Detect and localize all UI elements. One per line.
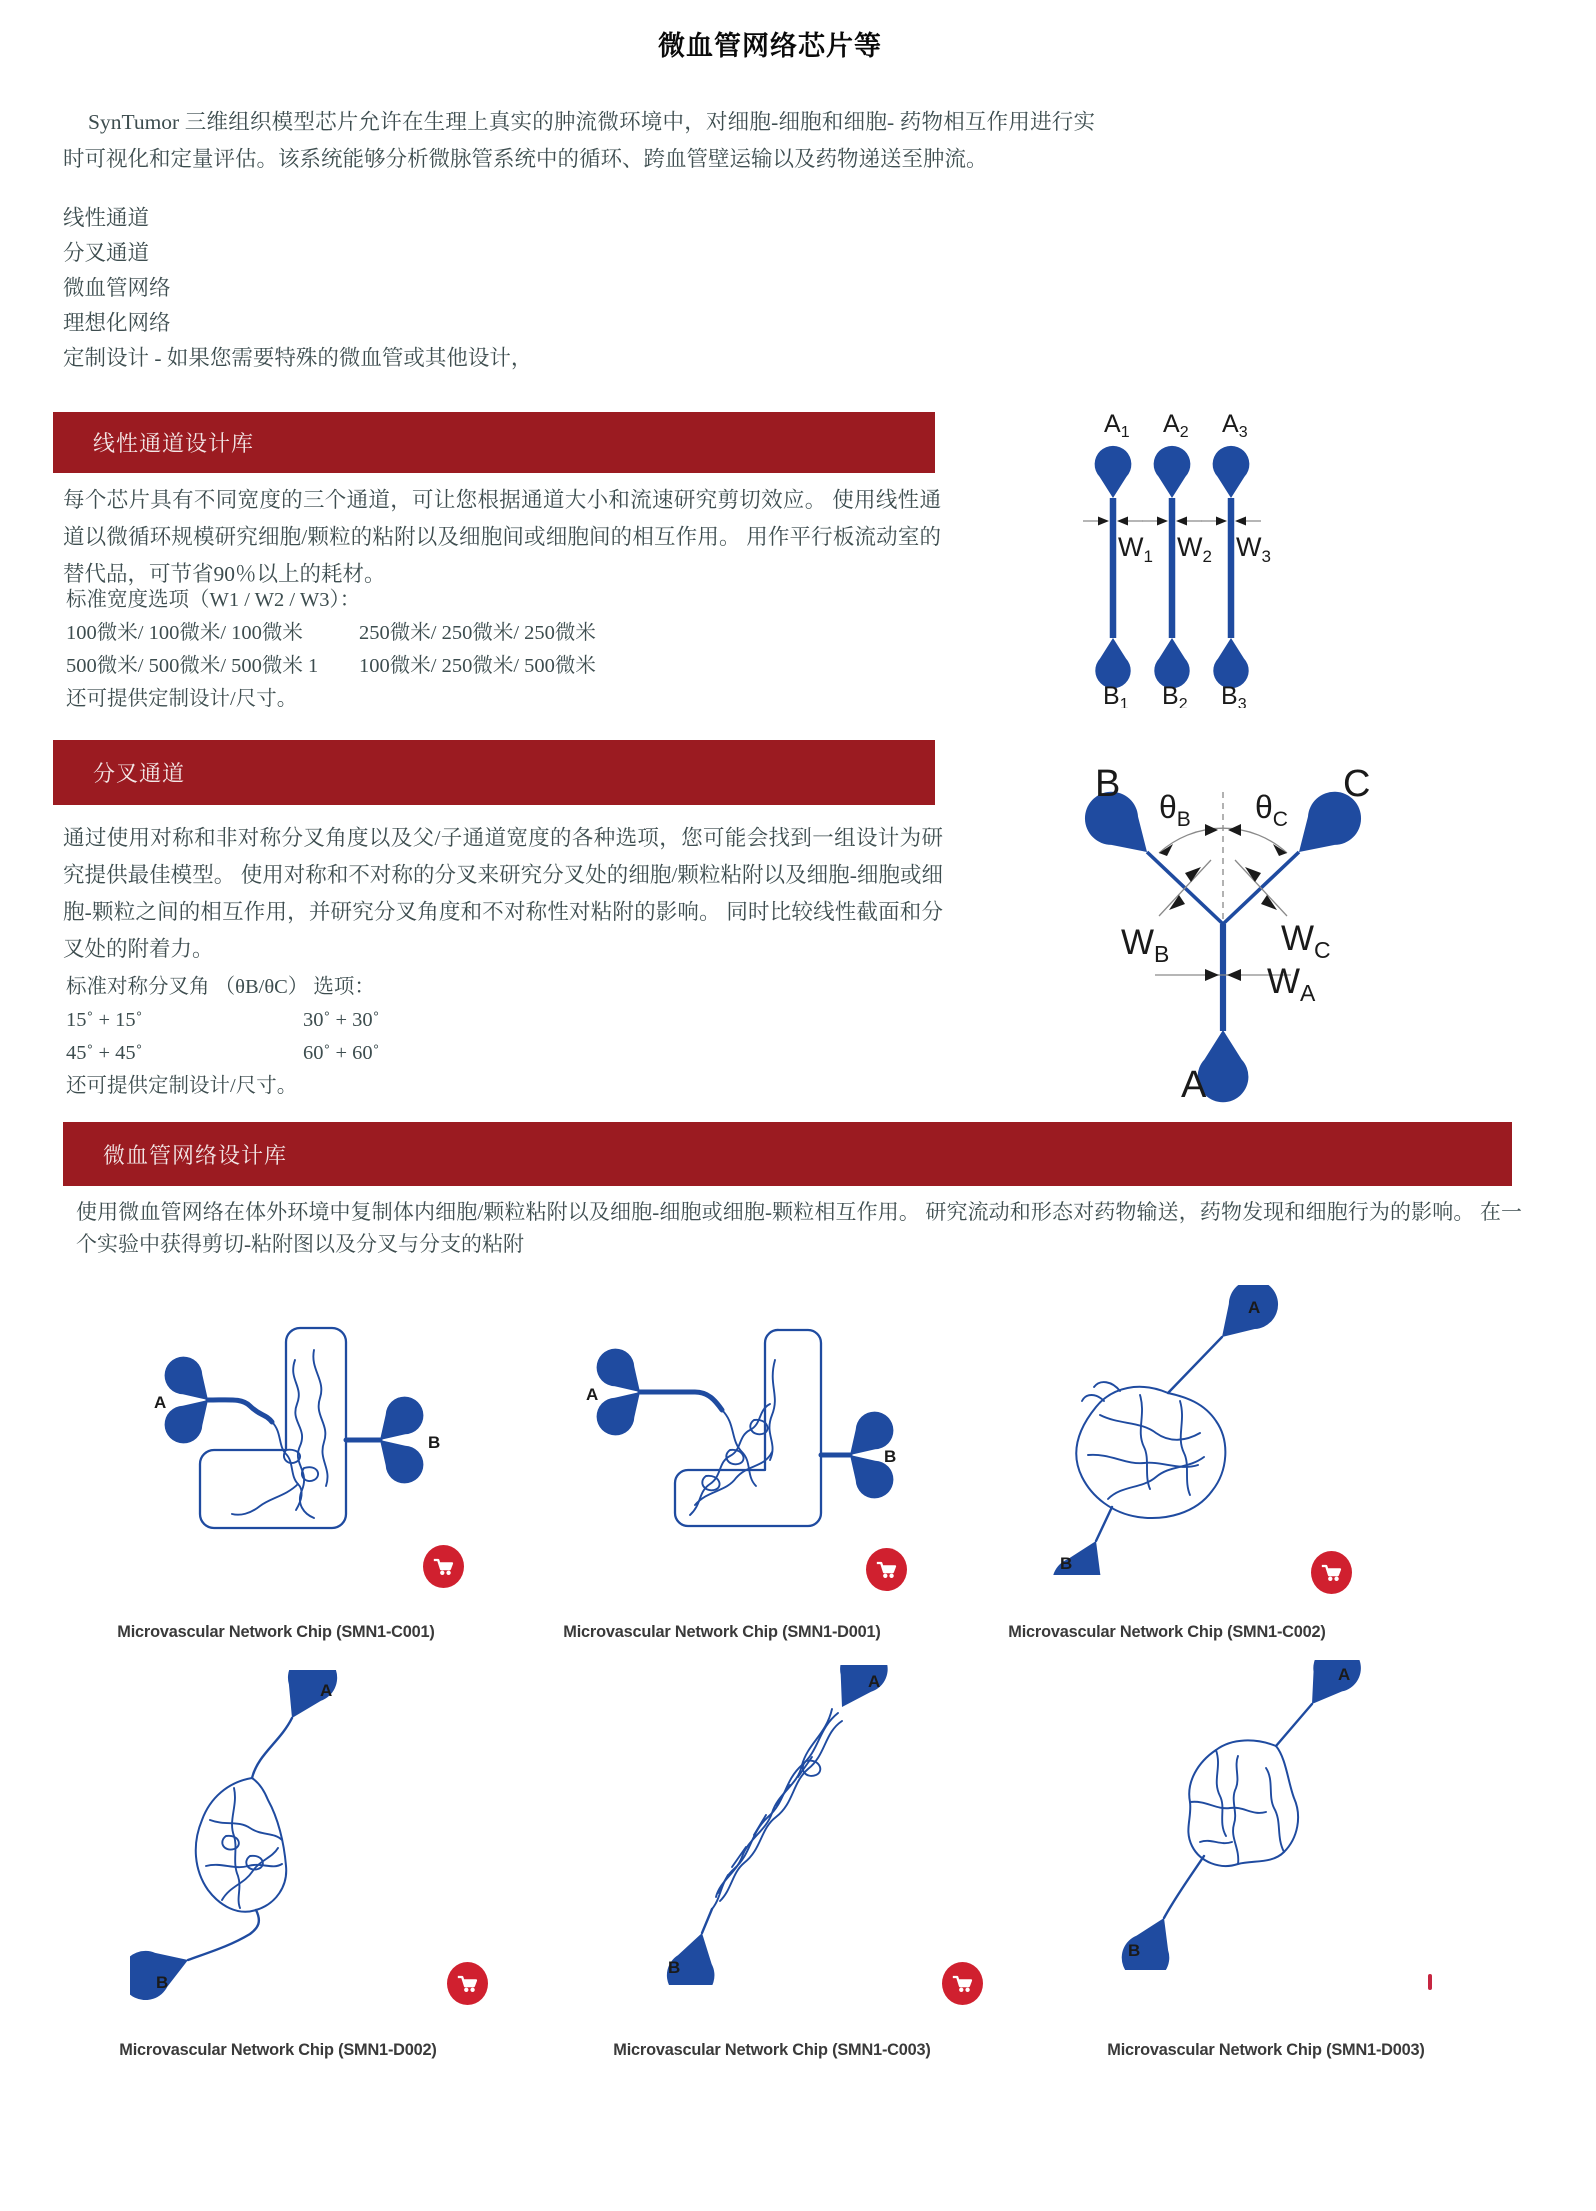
cart-icon xyxy=(872,1555,901,1584)
bifurcation-section-body: 通过使用对称和非对称分叉角度以及父/子通道宽度的各种选项，您可能会找到一组设计为研究提供最佳模型。 使用对称和不对称的分叉来研究分叉处的细胞/颗粒粘附以及细胞-细胞或细胞-颗粒之间的相互作用，并研究分叉角度和不对称性对粘附的影响。 同时比较线性截面和分叉处的附着力。 xyxy=(63,826,943,961)
port-in-label: A xyxy=(1338,1665,1351,1684)
intro-paragraph: SynTumor 三维组织模型芯片允许在生理上真实的肿流微环境中，对细胞-细胞和细胞- 药物相互作用进行实时可视化和定量评估。该系统能够分析微脉管系统中的循环、跨血管壁运输以及药物递送至肿流。 xyxy=(63,110,1095,171)
port-label-b1: $B_1$ xyxy=(1103,682,1129,708)
product-name[interactable]: Microvascular Network Chip (SMN1-C003) xyxy=(613,2040,931,2059)
add-to-cart-button[interactable] xyxy=(942,1962,983,2005)
width-label-w2: $W_2$ xyxy=(1177,532,1212,566)
cart-icon xyxy=(1317,1558,1346,1587)
port-drop xyxy=(1213,638,1248,688)
nav-item-custom-design[interactable]: 定制设计 - 如果您需要特殊的微血管或其他设计， xyxy=(63,346,533,370)
port-label-a: A xyxy=(1181,1064,1207,1106)
bifurcation-diagram xyxy=(1055,752,1390,1107)
cart-icon xyxy=(948,1969,977,1998)
product-image-smn1-d003[interactable] xyxy=(1080,1660,1410,1970)
theta-b-label: $\theta_B$ xyxy=(1159,789,1191,831)
linear-channel-3 xyxy=(1201,446,1261,688)
port-out-label: B xyxy=(668,1958,681,1977)
nav-item-linear-channel[interactable]: 线性通道 xyxy=(63,206,150,230)
linear-channel-1 xyxy=(1083,446,1143,688)
product-image-smn1-c003[interactable] xyxy=(580,1665,900,1985)
angle-options-title: 标准对称分叉角 （θB/θC） 选项： xyxy=(66,976,375,998)
cart-icon-broken[interactable] xyxy=(1428,1974,1432,1990)
network-outline xyxy=(196,1778,286,1912)
product-image-smn1-d001[interactable] xyxy=(540,1300,900,1560)
width-option: 100微米/ 250微米/ 500微米 xyxy=(359,655,596,677)
bifurcation-angle-options xyxy=(66,971,379,1103)
port-drop xyxy=(1154,446,1191,498)
custom-size-note: 还可提供定制设计/尺寸。 xyxy=(66,688,298,710)
chip-outline xyxy=(675,1330,821,1526)
add-to-cart-button[interactable] xyxy=(1311,1551,1352,1594)
port-label-b2: $B_2$ xyxy=(1162,682,1188,708)
section-header-label: 微血管网络设计库 xyxy=(103,1142,288,1168)
nav-item-microvascular-network[interactable]: 微血管网络 xyxy=(63,276,171,300)
port-in-label: A xyxy=(868,1672,881,1691)
section-header-bifurcated-channel xyxy=(53,740,935,805)
port-label-a1: $A_1$ xyxy=(1104,410,1130,441)
port-label-a2: $A_2$ xyxy=(1163,410,1189,441)
network-outline xyxy=(1076,1387,1225,1518)
port-drop xyxy=(1095,446,1132,498)
product-name[interactable]: Microvascular Network Chip (SMN1-D003) xyxy=(1107,2040,1425,2059)
product-name[interactable]: Microvascular Network Chip (SMN1-D002) xyxy=(119,2040,437,2059)
angle-option: 45˚ + 45˚ xyxy=(66,1042,143,1064)
angle-option: 60˚ + 60˚ xyxy=(303,1042,380,1064)
network-section-body: 使用微血管网络在体外环境中复制体内细胞/颗粒粘附以及细胞-细胞或细胞-颗粒相互作用。 研究流动和形态对药物输送，药物发现和细胞行为的影响。 在一个实验中获得剪切-粘附图以及分叉与分支的粘附 xyxy=(76,1200,1522,1256)
port-in-label: A xyxy=(586,1385,599,1404)
add-to-cart-button[interactable] xyxy=(447,1962,488,2005)
wc-label: $W_C$ xyxy=(1281,919,1331,963)
port-in-label: A xyxy=(1248,1298,1261,1317)
section-header-network-library xyxy=(63,1122,1512,1186)
add-to-cart-button[interactable] xyxy=(866,1548,907,1591)
port-out-label: B xyxy=(884,1447,897,1466)
port-label-b: B xyxy=(1095,763,1121,805)
port-out-label: B xyxy=(1060,1554,1073,1573)
nav-item-bifurcated-channel[interactable]: 分叉通道 xyxy=(63,241,150,265)
channel-type-list xyxy=(63,201,532,376)
nav-item-idealized-network[interactable]: 理想化网络 xyxy=(63,311,171,335)
port-in-label: A xyxy=(154,1393,167,1412)
product-name[interactable]: Microvascular Network Chip (SMN1-C002) xyxy=(1008,1622,1326,1641)
section-header-label: 线性通道设计库 xyxy=(93,431,255,456)
port-in-label: A xyxy=(320,1681,333,1700)
port-drop xyxy=(1154,638,1189,688)
linear-channel-2 xyxy=(1142,446,1202,688)
linear-width-options xyxy=(66,584,596,716)
product-image-smn1-d002[interactable] xyxy=(130,1670,460,2000)
theta-c-label: $\theta_C$ xyxy=(1255,789,1288,831)
width-options-title: 标准宽度选项（W1 / W2 / W3）： xyxy=(66,589,361,611)
product-name[interactable]: Microvascular Network Chip (SMN1-D001) xyxy=(563,1622,881,1641)
width-label-w3: $W_3$ xyxy=(1236,532,1271,566)
page-title: 微血管网络芯片等 xyxy=(658,31,882,62)
angle-option: 15˚ + 15˚ xyxy=(66,1009,143,1031)
port-label-b3: $B_3$ xyxy=(1221,682,1247,708)
port-label-c: C xyxy=(1343,763,1371,805)
port-label-a3: $A_3$ xyxy=(1222,410,1248,441)
cart-icon xyxy=(429,1552,458,1581)
cart-icon xyxy=(453,1969,482,1998)
linear-section-body: 每个芯片具有不同宽度的三个通道，可让您根据通道大小和流速研究剪切效应。 使用线性通道以微循环规模研究细胞/颗粒的粘附以及细胞间或细胞间的相互作用。 用作平行板流动室的替代品，可节省90％以上的耗材。 xyxy=(63,488,941,586)
port-drop xyxy=(1095,638,1130,688)
wb-label: $W_B$ xyxy=(1121,923,1170,967)
port-drop xyxy=(1213,446,1250,498)
section-header-linear-channel-library xyxy=(53,412,935,473)
product-image-smn1-c002[interactable] xyxy=(1000,1285,1400,1575)
port-out-label: B xyxy=(1128,1941,1141,1960)
product-image-smn1-c001[interactable] xyxy=(90,1300,450,1560)
width-label-w1: $W_1$ xyxy=(1118,532,1153,566)
width-option: 100微米/ 100微米/ 100微米 xyxy=(66,622,303,644)
custom-size-note: 还可提供定制设计/尺寸。 xyxy=(66,1075,298,1097)
width-option: 250微米/ 250微米/ 250微米 xyxy=(359,622,596,644)
port-out-label: B xyxy=(428,1433,441,1452)
linear-channel-diagram xyxy=(1070,398,1360,708)
add-to-cart-button[interactable] xyxy=(423,1545,464,1588)
wa-label: $W_A$ xyxy=(1267,962,1316,1006)
product-name[interactable]: Microvascular Network Chip (SMN1-C001) xyxy=(117,1622,435,1641)
section-header-label: 分叉通道 xyxy=(93,761,186,786)
angle-option: 30˚ + 30˚ xyxy=(303,1009,380,1031)
width-option: 500微米/ 500微米/ 500微米 1 xyxy=(66,655,319,677)
port-out-label: B xyxy=(156,1973,169,1992)
